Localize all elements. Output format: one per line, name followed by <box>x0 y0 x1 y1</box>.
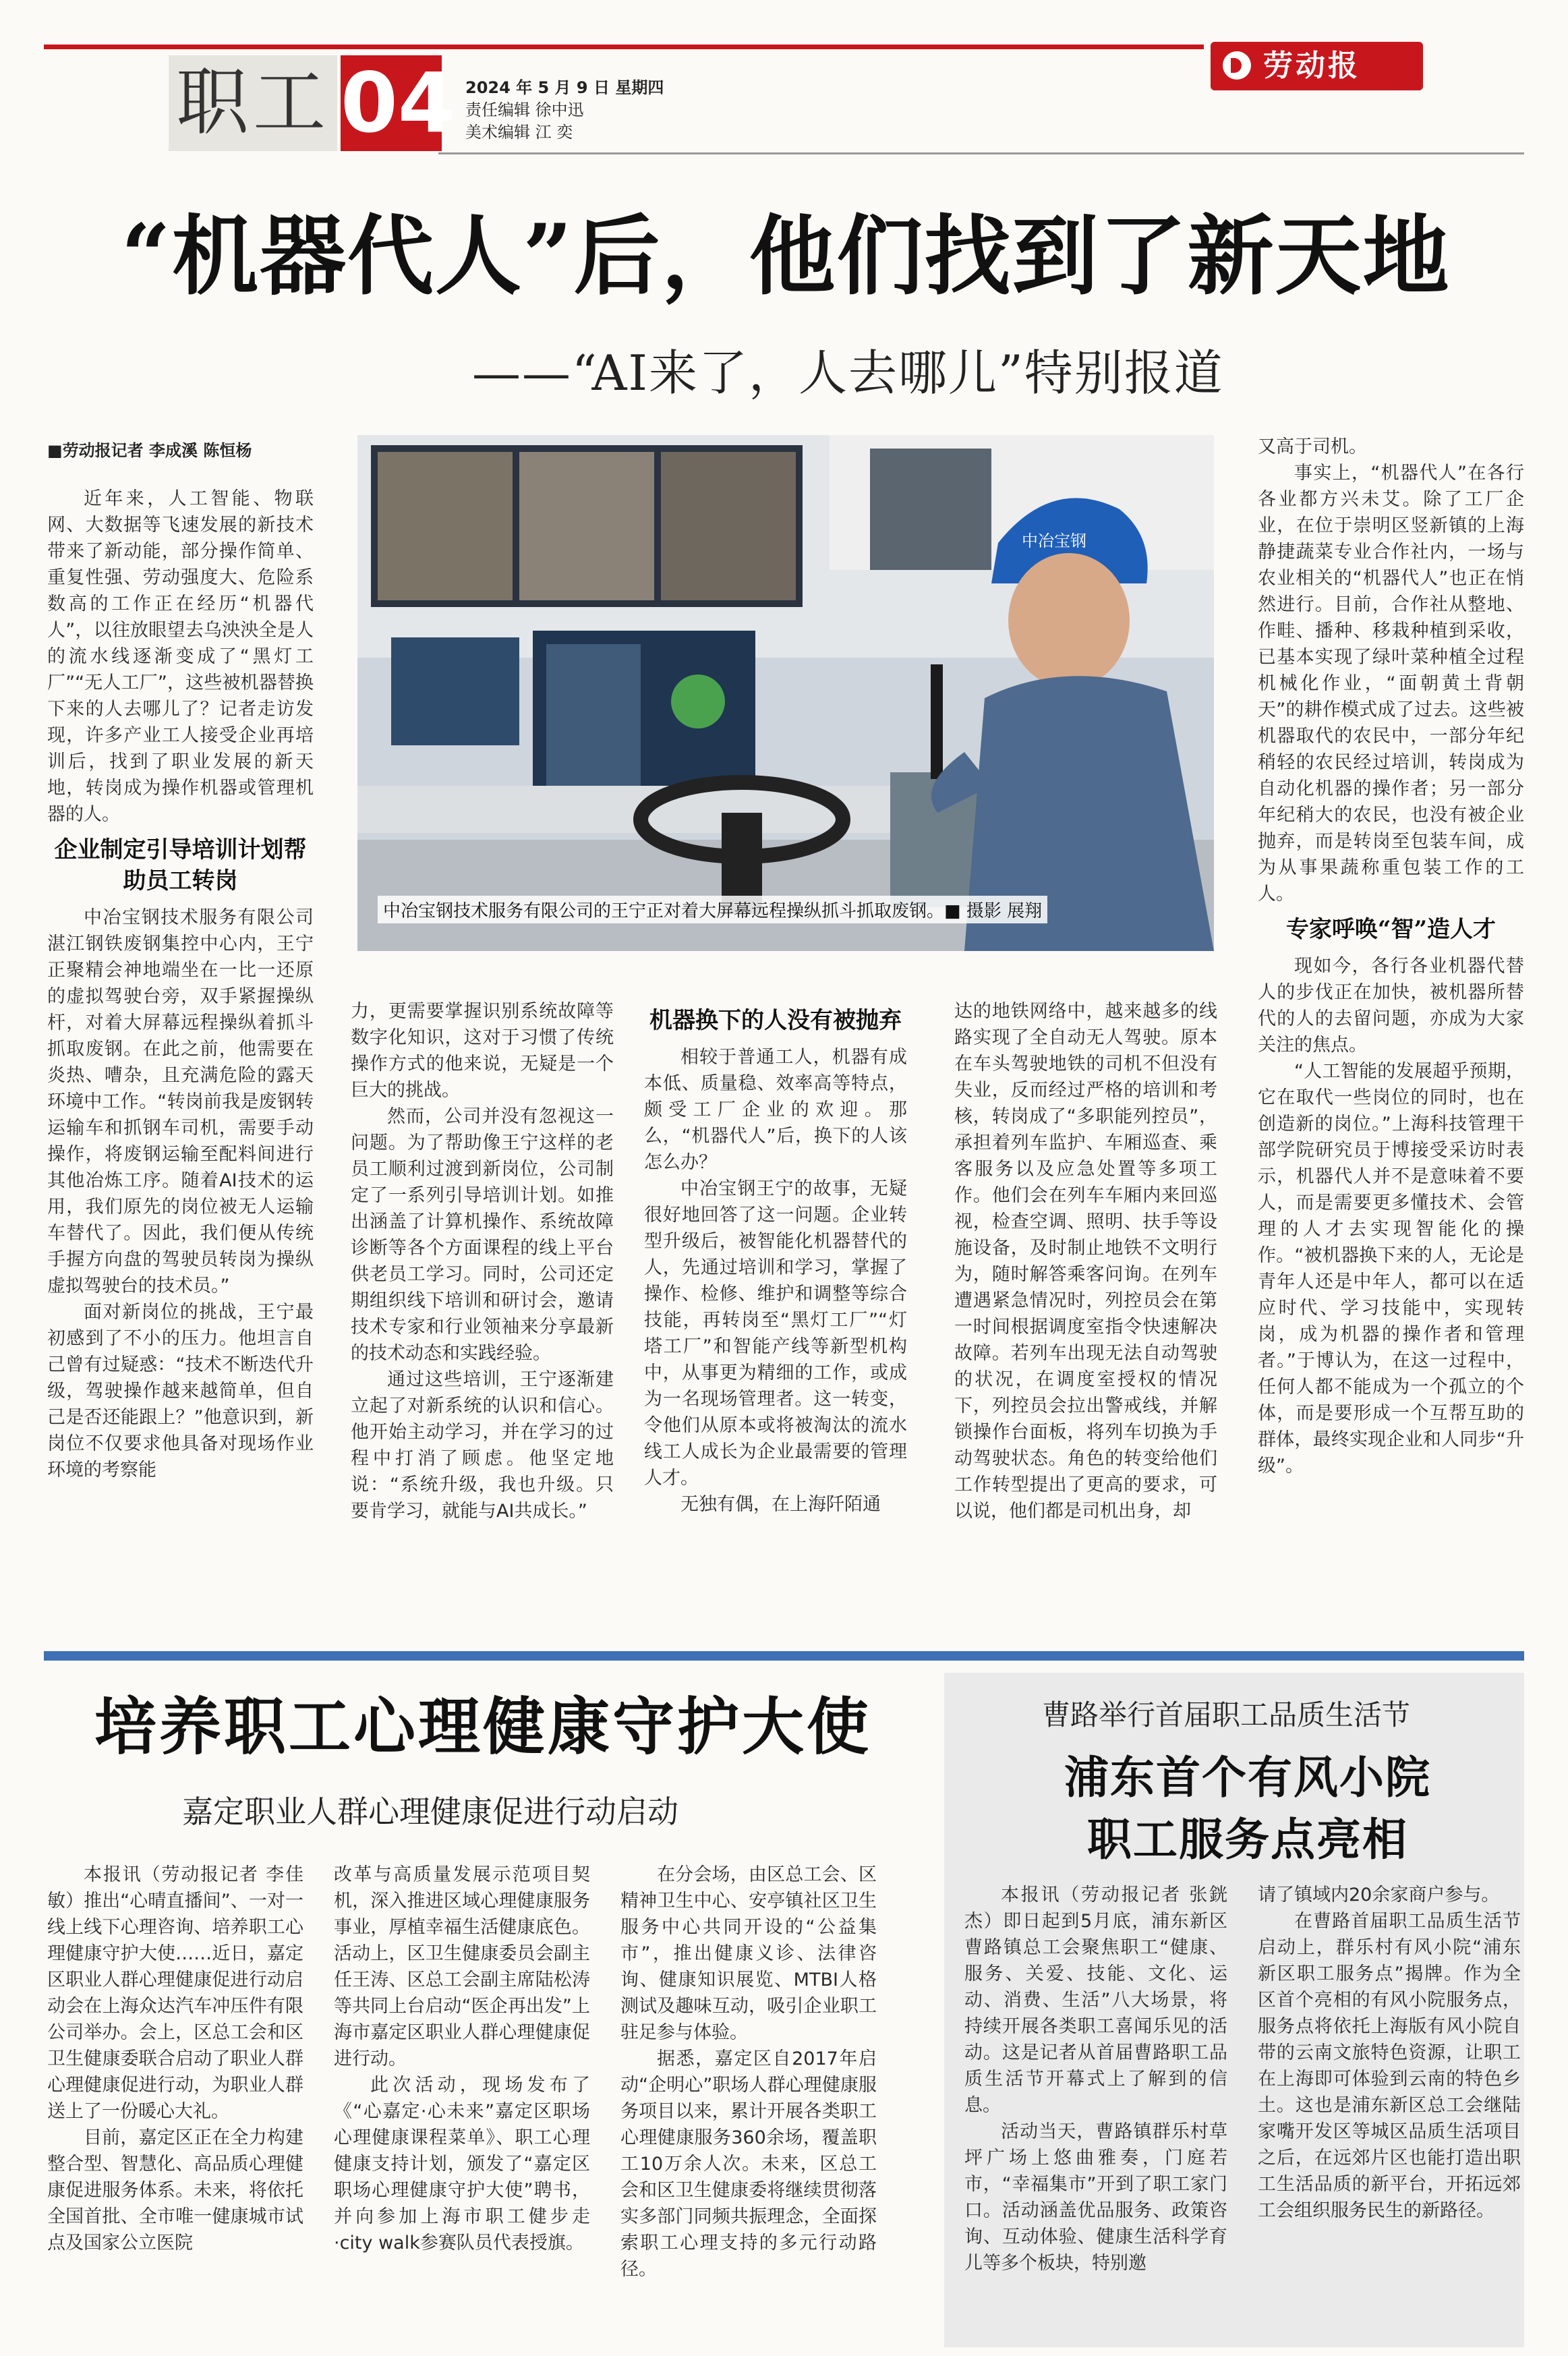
main-col5-p2: 事实上，“机器代人”在各行各业都方兴未艾。除了工厂企业，在位于崇明区竖新镇的上海静捷蔬菜专业合作社内，一场与农业相关的“机器代人”也正在悄然进行。目前，合作社从整地、作畦、播种、移栽种植到采收，已基本实现了绿叶菜种植全过程机械化作业，“面朝黄土背朝天”的耕作模式成了过去。这些被机器取代的农民中，一部分年纪稍轻的农民经过培训，转岗成为自动化机器的操作者；另一部分年纪稍大的农民，也没有被企业抛弃，而是转岗至包装车间，成为从事果蔬称重包装工作的工人。 <box>1258 463 1524 904</box>
main-col2-p3: 通过这些培训，王宁逐渐建立起了对新系统的认识和信心。他开始主动学习，并在学习的过程中打消了顾虑。他坚定地说：“系统升级，我也升级。只要肯学习，就能与AI共成长。” <box>351 1369 614 1522</box>
section-divider <box>44 1651 1524 1661</box>
story2-col3-p1: 在分会场，由区总工会、区精神卫生中心、安亭镇社区卫生服务中心共同开设的“公益集市”，推出健康义诊、法律咨询、健康知识展览、MTBI人格测试及趣味互动，吸引企业职工驻足参与体验。 <box>620 1864 877 2043</box>
control-room-illustration <box>357 435 1214 951</box>
subhead-2: 机器换下的人没有被抛弃 <box>649 1007 902 1034</box>
date-line: 2024 年 5 月 9 日 星期四 <box>465 78 664 97</box>
story3-headline-line1: 浦东首个有风小院 <box>1064 1751 1431 1804</box>
story3-col-2 <box>1258 1882 1521 2224</box>
main-col-1 <box>47 486 314 1483</box>
story2-col1-p1: 本报讯（劳动报记者 李佳敏）推出“心晴直播间”、一对一线上线下心理咨询、培养职工心理健康守护大使……近日，嘉定区职业人群心理健康促进行动启动会在上海众达汽车冲压件有限公司举办。会上，区总工会和区卫生健康委联合启动了职业人群心理健康促进行动，为职业人群送上了一份暖心大礼。 <box>47 1864 303 2122</box>
main-col1-p2: 中冶宝钢技术服务有限公司湛江钢铁废钢集控中心内，王宁正聚精会神地端坐在一比一还原的虚拟驾驶台旁，双手紧握操纵杆，对着大屏幕远程操纵着抓斗抓取废钢。在此之前，他需要在炎热、嘈杂，且充满危险的露天环境中工作。“转岗前我是废钢转运输车和抓钢车司机，需要手动操作，将废钢运输至配料间进行其他冶炼工序。随着AI技术的运用，我们原先的岗位被无人运输车替代了。因此，我们便从传统手握方向盘的驾驶员转岗为操纵虚拟驾驶台的技术员。” <box>47 907 314 1296</box>
main-col-4 <box>954 998 1217 1524</box>
masthead-thin-rule <box>438 152 1524 154</box>
story2-col-1 <box>47 1862 303 2256</box>
main-byline: ■劳动报记者 李成溪 陈恒杨 <box>47 441 252 460</box>
main-col5-p4: “人工智能的发展超乎预期，它在取代一些岗位的同时，也在创造新的岗位。”上海科技管理干部学院研究员于博接受采访时表示，机器代人并不是意味着不要人，而是需要更多懂技术、会管理的人才去实现智能化的操作。“被机器换下来的人，无论是青年人还是中年人，都可以在适应时代、学习技能中，实现转岗，成为机器的操作者和管理者。”于博认为，在这一过程中，任何人都不能成为一个孤立的个体，而是要形成一个互帮互助的群体，最终实现企业和人同步“升级”。 <box>1258 1061 1524 1476</box>
newspaper-name: 劳动报 <box>1263 49 1360 83</box>
main-intro: 近年来，人工智能、物联网、大数据等飞速发展的新技术带来了新动能，部分操作简单、重复性强、劳动强度大、危险系数高的工作正在经历“机器代人”，以往放眼望去乌泱泱全是人的流水线逐渐变成了“黑灯工厂”“无人工厂”，这些被机器替换下来的人去哪儿了？记者走访发现，许多产业工人接受企业再培训后，找到了职业发展的新天地，转岗成为操作机器或管理机器的人。 <box>47 488 314 825</box>
story3-col2-p2: 在曹路首届职工品质生活节启动上，群乐村有风小院“浦东新区职工服务点”揭牌。作为全区首个亮相的有风小院服务点，服务点将依托上海版有风小院自带的云南文旅特色资源，让职工在上海即可体验到云南的特色乡土。这也是浦东新区总工会继陆家嘴开发区等城区品质生活项目之后，在远郊片区也能打造出职工生活品质的新平台，开拓远郊工会组织服务民生的新路径。 <box>1258 1911 1521 2221</box>
helmet-label: 中冶宝钢 <box>1022 531 1086 550</box>
story3-col-1 <box>964 1882 1227 2276</box>
story2-col-2 <box>334 1862 590 2256</box>
main-col3-p2: 中冶宝钢王宁的故事，无疑很好地回答了这一问题。企业转型升级后，被智能化机器替代的人，先通过培训和学习，掌握了操作、检修、维护和调整等综合技能，再转岗至“黑灯工厂”“灯塔工厂”和智能产线等新型机构中，从事更为精细的工作，或成为一名现场管理者。这一转变，令他们从原本或将被淘汰的流水线工人成长为企业最需要的管理人才。 <box>644 1178 907 1489</box>
main-headline: “机器代人”后，他们找到了新天地 <box>121 206 1451 307</box>
story3-col1-p1: 本报讯（劳动报记者 张銧杰）即日起到5月底，浦东新区曹路镇总工会聚焦职工“健康、服务、关爱、技能、文化、运动、消费、生活”八大场景，将持续开展各类职工喜闻乐见的活动。这是记者从首届曹路职工品质生活节开幕式上了解到的信息。 <box>964 1885 1227 2116</box>
story3-col2-p1: 请了镇域内20余家商户参与。 <box>1258 1885 1500 1905</box>
main-col1-p3: 面对新岗位的挑战，王宁最初感到了不小的压力。他坦言自己曾有过疑惑：“技术不断迭代升级，驾驶操作越来越简单，但自己是否还能跟上？”他意识到，新岗位不仅要求他具备对现场作业环境的考察能 <box>47 1302 314 1481</box>
story3-kicker: 曹路举行首届职工品质生活节 <box>1042 1698 1411 1731</box>
main-col-5 <box>1258 434 1524 1479</box>
main-col2-p2: 然而，公司并没有忽视这一问题。为了帮助像王宁这样的老员工顺利过渡到新岗位，公司制定了一系列引导培训计划。如推出涵盖了计算机操作、系统故障诊断等各个方面课程的线上平台供老员工学习。同时，公司还定期组织线下培训和研讨会，邀请技术专家和行业领袖来分享最新的技术动态和实践经验。 <box>351 1106 614 1364</box>
story2-col3-p2: 据悉，嘉定区自2017年启动“企明心”职场人群心理健康服务项目以来，累计开展各类职工心理健康服务360余场，覆盖职工10万余人次。未来，区总工会和区卫生健康委将继续贯彻落实多部门同频共振理念，全面探索职工心理支持的多元行动路径。 <box>620 2048 877 2280</box>
page-number: 04 <box>341 55 455 151</box>
editor-line: 责任编辑 徐中迅 <box>465 100 584 119</box>
main-subheadline: ——“AI来了，人去哪儿”特别报道 <box>472 345 1224 401</box>
main-col5-p1: 又高于司机。 <box>1258 436 1367 457</box>
story3-col1-p2: 活动当天，曹路镇群乐村草坪广场上悠曲雅奏，门庭若市，“幸福集市”开到了职工家门口。活动涵盖优品服务、政策咨询、互动体验、健康生活科学育儿等多个板块，特别邀 <box>964 2121 1227 2274</box>
main-photo <box>357 435 1214 951</box>
section-title: 职工 <box>169 55 337 151</box>
main-col2-p1: 力，更需要掌握识别系统故障等数字化知识，这对于习惯了传统操作方式的他来说，无疑是一个巨大的挑战。 <box>351 1001 614 1101</box>
story2-subheadline: 嘉定职业人群心理健康促进行动启动 <box>182 1793 678 1830</box>
main-col-2 <box>351 998 614 1524</box>
story2-headline: 培养职工心理健康守护大使 <box>94 1690 872 1763</box>
logo-mark-icon <box>1223 51 1251 80</box>
main-col5-p3: 现如今，各行各业机器代替人的步伐正在加快，被机器所替代的人的去留问题，亦成为大家关注的焦点。 <box>1258 956 1524 1056</box>
photo-caption: 中冶宝钢技术服务有限公司的王宁正对着大屏幕远程操纵抓斗抓取废钢。■ 摄影 展翔 <box>378 896 1047 923</box>
main-col3-p3: 无独有偶，在上海阡陌通 <box>680 1494 881 1515</box>
story3-headline-line2: 职工服务点亮相 <box>1087 1813 1408 1866</box>
main-col-3 <box>644 998 907 1518</box>
newspaper-logo[interactable] <box>1211 42 1423 90</box>
story2-col2-p2: 此次活动，现场发布了《“心嘉定·心未来”嘉定区职场心理健康课程菜单》、职工心理健康支持计划，颁发了“嘉定区职场心理健康守护大使”聘书，并向参加上海市职工健步走·city walk参赛队员代表授旗。 <box>334 2075 590 2253</box>
subhead-3: 专家呼唤“智”造人才 <box>1285 916 1497 943</box>
top-red-rule <box>44 45 1204 49</box>
story2-col1-p2: 目前，嘉定区正在全力构建整合型、智慧化、高品质心理健康促进服务体系。未来，将依托全国首批、全市唯一健康城市试点及国家公立医院 <box>47 2127 303 2253</box>
main-col3-p1: 相较于普通工人，机器有成本低、质量稳、效率高等特点，颇受工厂企业的欢迎。那么，“机器代人”后，换下的人该怎么办？ <box>644 1047 907 1173</box>
story2-col2-p1: 改革与高质量发展示范项目契机，深入推进区域心理健康服务事业，厚植幸福生活健康底色。活动上，区卫生健康委员会副主任王涛、区总工会副主席陆松涛等共同上台启动“医企再出发”上海市嘉定区职业人群心理健康促进行动。 <box>334 1864 590 2069</box>
main-col4-p1: 达的地铁网络中，越来越多的线路实现了全自动无人驾驶。原本在车头驾驶地铁的司机不但没有失业，反而经过严格的培训和考核，转岗成了“多职能列控员”，承担着列车监护、车厢巡查、乘客服务以及应急处置等多项工作。他们会在列车车厢内来回巡视，检查空调、照明、扶手等设施设备，及时制止地铁不文明行为，随时解答乘客问询。在列车遭遇紧急情况时，列控员会在第一时间根据调度室指令快速解决故障。若列车出现无法自动驾驶的状况，在调度室授权的情况下，列控员会拉出警戒线，并解锁操作台面板，将列车切换为手动驾驶状态。角色的转变给他们工作转型提出了更高的要求，可以说，他们都是司机出身，却 <box>954 1001 1217 1522</box>
art-editor-line: 美术编辑 江 奕 <box>465 123 573 142</box>
subhead-1: 企业制定引导培训计划帮助员工转岗 <box>54 836 307 894</box>
story2-col-3 <box>620 1862 877 2282</box>
